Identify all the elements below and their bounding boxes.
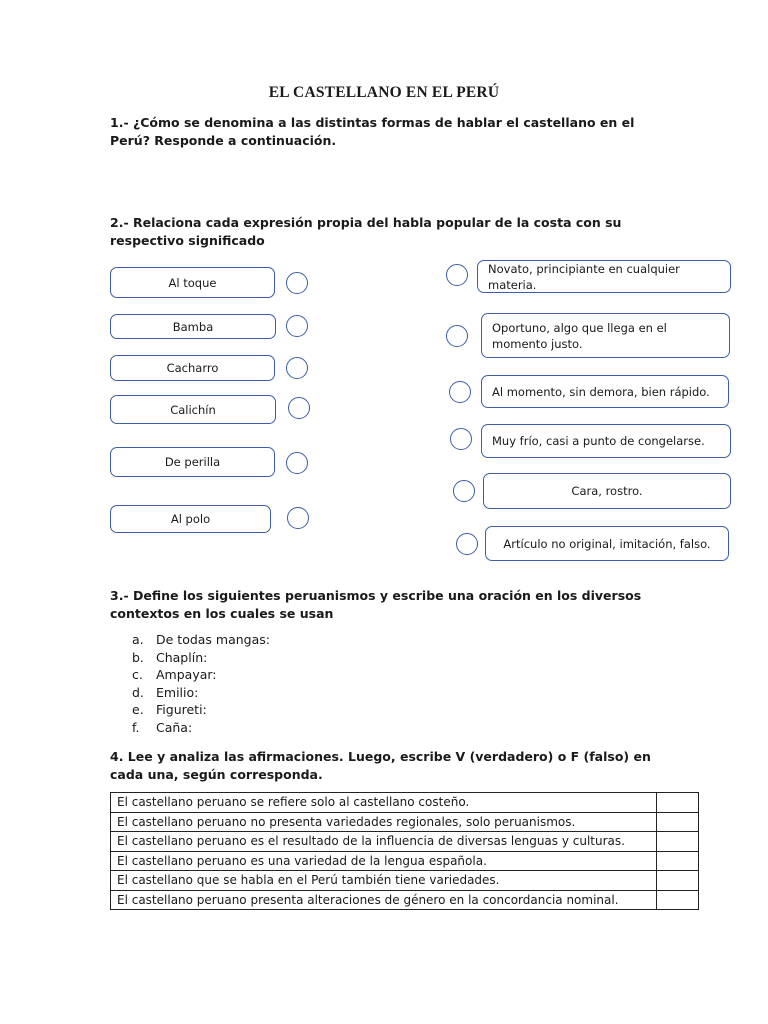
expression-label: De perilla bbox=[164, 455, 221, 469]
match-circle[interactable] bbox=[286, 452, 308, 474]
match-circle[interactable] bbox=[453, 480, 475, 502]
expression-box[interactable] bbox=[110, 355, 275, 381]
page-title: EL CASTELLANO EN EL PERÚ bbox=[268, 84, 500, 101]
table-row bbox=[111, 832, 699, 852]
list-letter: f. bbox=[132, 719, 140, 735]
match-circle[interactable] bbox=[286, 272, 308, 294]
expression-label: Al toque bbox=[168, 275, 217, 290]
expression-box[interactable] bbox=[110, 314, 276, 339]
list-text: Emilio: bbox=[156, 684, 199, 700]
match-circle[interactable] bbox=[288, 397, 310, 419]
match-circle[interactable] bbox=[456, 533, 478, 555]
expression-label: Al polo bbox=[170, 512, 211, 526]
meaning-box[interactable] bbox=[481, 313, 730, 358]
true-false-table bbox=[110, 792, 699, 910]
statement-cell: El castellano peruano es el resultado de la influencia de diversas lenguas y culturas. bbox=[111, 832, 657, 852]
expression-box[interactable] bbox=[110, 267, 275, 298]
list-item bbox=[132, 666, 270, 684]
list-text: Chaplín: bbox=[156, 649, 208, 665]
list-text: Caña: bbox=[156, 719, 193, 735]
list-text: Ampayar: bbox=[156, 667, 217, 683]
expression-label: Cacharro bbox=[166, 361, 219, 375]
list-letter: b. bbox=[132, 649, 144, 665]
peruanismos-list bbox=[132, 631, 270, 737]
list-item bbox=[132, 684, 270, 702]
table-row bbox=[111, 793, 699, 813]
answer-cell[interactable] bbox=[657, 871, 699, 891]
match-circle[interactable] bbox=[286, 357, 308, 379]
expression-label: Bamba bbox=[172, 319, 214, 334]
answer-cell[interactable] bbox=[657, 851, 699, 871]
list-letter: d. bbox=[132, 684, 144, 700]
meaning-box[interactable] bbox=[485, 526, 729, 561]
list-item bbox=[132, 649, 270, 667]
list-letter: a. bbox=[132, 632, 144, 647]
answer-cell[interactable] bbox=[657, 832, 699, 852]
match-circle[interactable] bbox=[287, 507, 309, 529]
table-row bbox=[111, 851, 699, 871]
question-1: 1.- ¿Cómo se denomina a las distintas formas de hablar el castellano en el Perú? Responde a continuación. bbox=[110, 115, 635, 148]
expression-box[interactable] bbox=[110, 447, 275, 477]
table-row bbox=[111, 890, 699, 910]
answer-cell[interactable] bbox=[657, 812, 699, 832]
list-item bbox=[132, 719, 270, 737]
list-text: Figureti: bbox=[156, 702, 207, 718]
statement-cell: El castellano peruano es una variedad de la lengua española. bbox=[111, 851, 657, 871]
meaning-label: Muy frío, casi a punto de congelarse. bbox=[492, 434, 705, 448]
question-2: 2.- Relaciona cada expresión propia del habla popular de la costa con su respectivo significado bbox=[110, 215, 622, 248]
meaning-box[interactable] bbox=[483, 473, 731, 509]
list-item bbox=[132, 701, 270, 719]
statement-cell: El castellano que se habla en el Perú también tiene variedades. bbox=[111, 871, 657, 891]
question-4: 4. Lee y analiza las afirmaciones. Luego, escribe V (verdadero) o F (falso) en cada una, según corresponda. bbox=[110, 749, 651, 782]
match-circle[interactable] bbox=[446, 264, 468, 286]
meaning-label: Novato, principiante en cualquier materia. bbox=[488, 261, 680, 292]
meaning-label: Oportuno, algo que llega en el momento justo. bbox=[492, 320, 667, 351]
meaning-label: Cara, rostro. bbox=[571, 484, 643, 498]
match-circle[interactable] bbox=[446, 325, 468, 347]
meaning-box[interactable] bbox=[481, 375, 729, 408]
statement-cell: El castellano peruano se refiere solo al castellano costeño. bbox=[111, 793, 657, 813]
expression-box[interactable] bbox=[110, 395, 276, 424]
statement-cell: El castellano peruano presenta alteraciones de género en la concordancia nominal. bbox=[111, 890, 657, 910]
table-row bbox=[111, 871, 699, 891]
answer-cell[interactable] bbox=[657, 890, 699, 910]
question-3: 3.- Define los siguientes peruanismos y escribe una oración en los diversos contextos en los cuales se usan bbox=[110, 588, 642, 621]
meaning-box[interactable] bbox=[481, 424, 731, 458]
meaning-label: Al momento, sin demora, bien rápido. bbox=[492, 384, 710, 399]
statement-cell: El castellano peruano no presenta variedades regionales, solo peruanismos. bbox=[111, 812, 657, 832]
list-letter: e. bbox=[132, 702, 144, 718]
match-circle[interactable] bbox=[450, 428, 472, 450]
answer-cell[interactable] bbox=[657, 793, 699, 813]
expression-label: Calichín bbox=[170, 402, 216, 417]
match-circle[interactable] bbox=[286, 315, 308, 337]
table-row bbox=[111, 812, 699, 832]
list-letter: c. bbox=[132, 667, 143, 683]
list-item bbox=[132, 631, 270, 649]
meaning-label: Artículo no original, imitación, falso. bbox=[503, 536, 711, 551]
match-circle[interactable] bbox=[449, 381, 471, 403]
list-text: De todas mangas: bbox=[156, 632, 270, 647]
expression-box[interactable] bbox=[110, 505, 271, 533]
meaning-box[interactable] bbox=[477, 260, 731, 293]
